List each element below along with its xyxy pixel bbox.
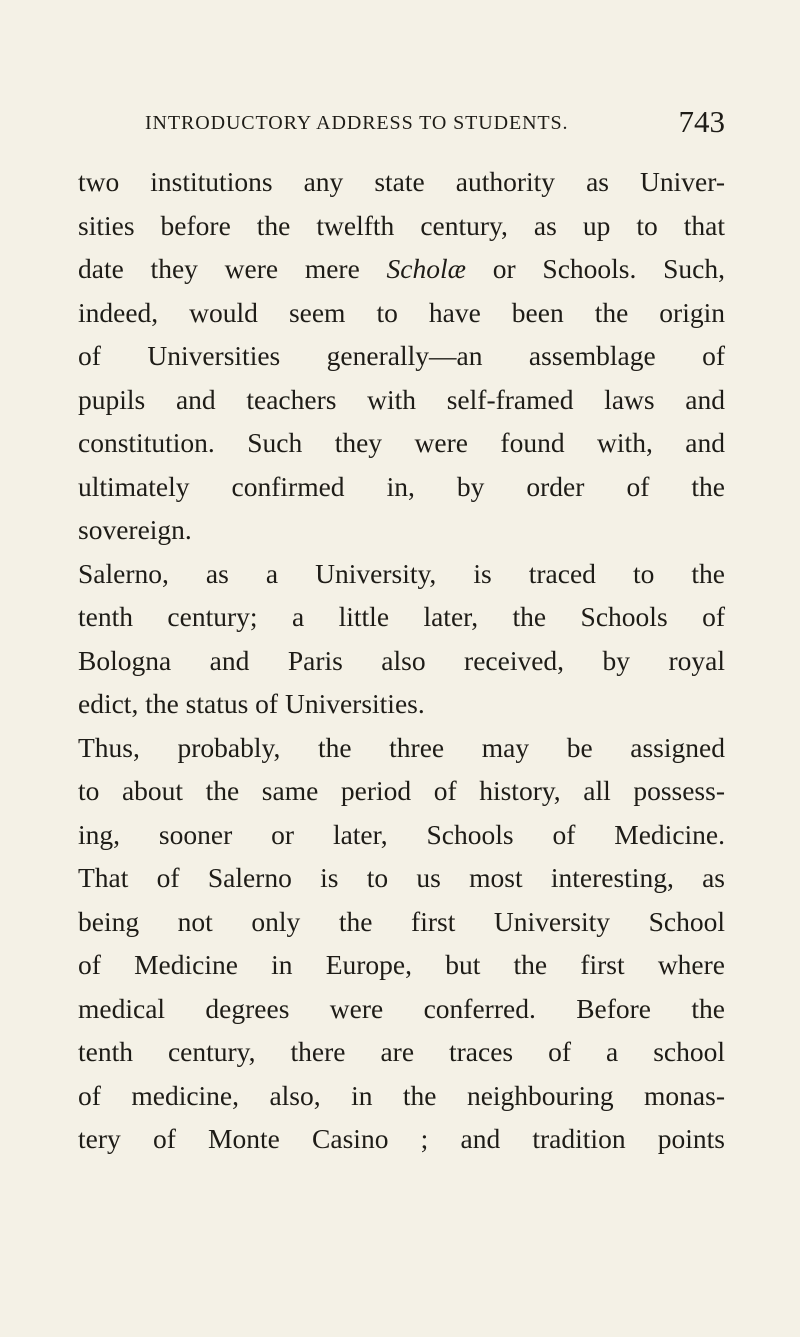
text-line [78,249,725,289]
text-line: of Medicine in Europe, but the first where [78,949,725,980]
text-line: ultimately confirmed in, by order of the [78,470,725,502]
text-line: ing, sooner or later, Schools of Medicine. [78,818,725,850]
text-fragment: date they were mere [78,253,360,284]
text-line: of Universities generally—an assemblage of [78,340,725,371]
running-title: INTRODUCTORY ADDRESS TO STUDENTS. [145,112,569,134]
text-line: to about the same period of history, all possess- [78,775,725,806]
italic-term: Scholæ [386,253,466,284]
text-line: indeed, would seem to have been the origin [78,296,725,328]
text-line: sities before the twelfth century, as up to that [78,209,725,241]
text-line: tenth century, there are traces of a school [78,1036,725,1067]
text-line: That of Salerno is to us most interesting, as [78,862,725,893]
text-line: of medicine, also, in the neighbouring monas- [78,1079,725,1111]
text-line: Bologna and Paris also received, by royal [78,644,725,676]
text-line: pupils and teachers with self-framed laws and [78,383,725,415]
page-number: 743 [678,104,725,139]
text-line: sovereign. [78,514,192,545]
text-line: edict, the status of Universities. [78,688,425,719]
text-line: tery of Monte Casino ; and tradition points [78,1123,725,1154]
text-line: medical degrees were conferred. Before the [78,992,725,1024]
text-line: two institutions any state authority as Univer- [78,166,725,197]
text-line: Thus, probably, the three may be assigned [78,731,725,763]
text-line: tenth century; a little later, the Schools of [78,601,725,632]
text-line: constitution. Such they were found with, and [78,427,725,458]
text-fragment: or Schools. Such, [492,253,725,284]
running-head [145,104,725,144]
text-line: Salerno, as a University, is traced to the [78,557,725,589]
text-line: being not only the first University School [78,905,725,937]
